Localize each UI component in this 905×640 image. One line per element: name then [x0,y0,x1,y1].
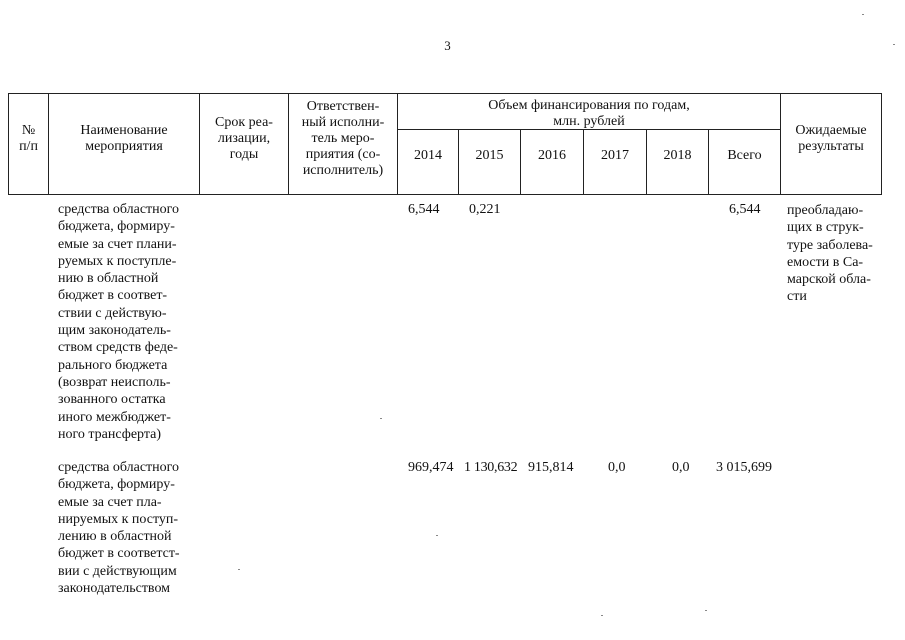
page-number: 3 [444,38,451,53]
header-total: Всего [727,148,762,163]
row-1-value-2014: 6,544 [408,202,440,217]
header-responsible: Ответствен- ный исполни- тель меро- приятия (со- исполнитель) [301,99,385,178]
header-year-2014: 2014 [414,148,442,163]
header-results: Ожидаемые результаты [795,123,867,154]
header-year-2016: 2016 [538,148,566,163]
header-funding: Объем финансирования по годам, млн. рублей [488,98,690,129]
row-1-value-2015: 0,221 [469,202,501,217]
row-2-value-2014: 969,474 [408,460,454,475]
row-1-results: преобладаю- щих в струк- туре заболева- емости в Са- марской обла- сти [787,203,873,305]
row-1-value-total: 6,544 [729,202,761,217]
header-year-2015: 2015 [475,148,504,163]
header-period: Срок реа- лизации, годы [215,115,273,162]
row-2-value-2017: 0,0 [608,460,626,475]
row-1-name: средства областного бюджета, формиру- емые за счет плани- руемых к поступле- нию в областной бюджет в соответ- ствии с действую- щим законодатель- ством средств феде- рального бюджета (возврат неисполь- зованного остатка иного межбюджет- ного трансферта) [58,202,180,442]
row-2-name: средства областного бюджета, формиру- емые за счет пла- нируемых к поступ- лению в областной бюджет в соответст- вии с действующим законодательством [58,460,180,597]
row-2-value-2018: 0,0 [672,460,690,475]
header-num: № п/п [19,123,38,154]
row-2-value-total: 3 015,699 [716,460,772,475]
header-year-2018: 2018 [663,148,692,163]
row-2-value-2016: 915,814 [528,460,574,475]
row-2-value-2015: 1 130,632 [464,460,518,475]
header-year-2017: 2017 [601,148,629,163]
header-name: Наименование мероприятия [80,123,168,154]
